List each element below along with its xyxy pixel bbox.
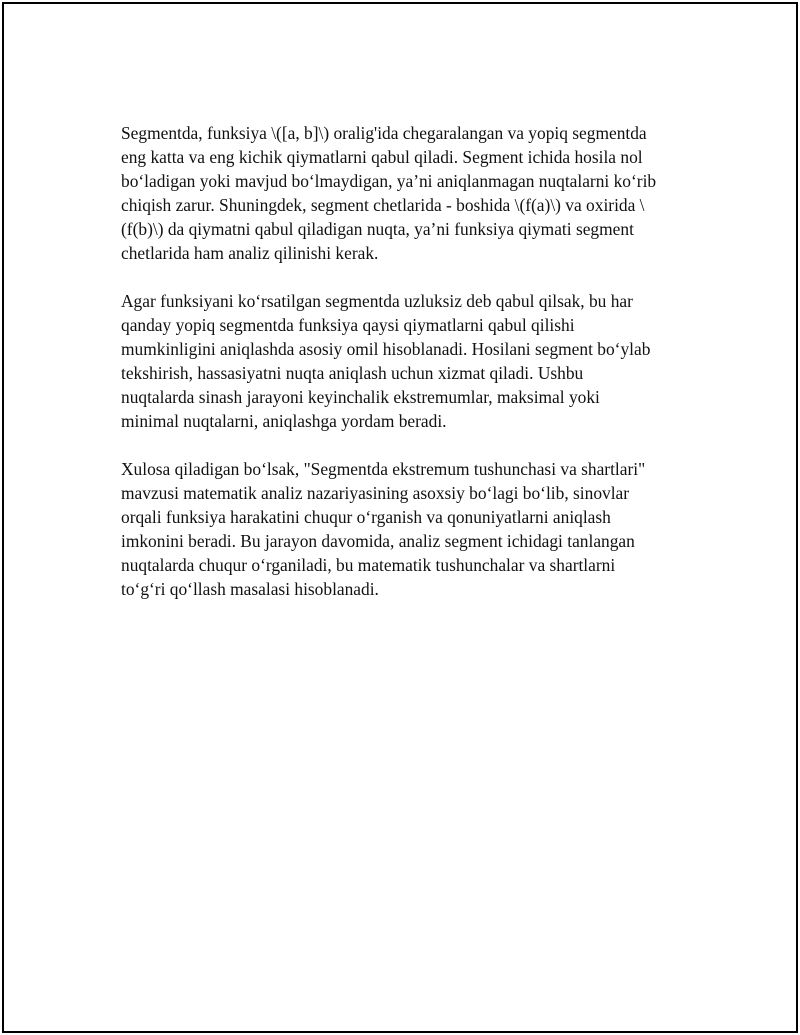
paragraph-3: Xulosa qiladigan boʻlsak, "Segmentda ekstremum tushunchasi va shartlari" mavzusi matematik analiz nazariyasining asoxsiy boʻlagi boʻlib, sinovlar orqali funksiya harakatini chuqur oʻrganish va qonuniyatlarni aniqlash imkonini beradi. Bu jarayon davomida, analiz segment ichidagi tanlangan nuqtalarda chuqur oʻrganiladi, bu matematik tushunchalar va shartlarni toʻgʻri qoʻllash masalasi hisoblanadi. <box>121 459 646 599</box>
paragraph-2: Agar funksiyani koʻrsatilgan segmentda uzluksiz deb qabul qilsak, bu har qanday yopiq segmentda funksiya qaysi qiymatlarni qabul qilishi mumkinligini aniqlashda asosiy omil hisoblanadi. Hosilani segment boʻylab tekshirish, hassasiyatni nuqta aniqlash uchun xizmat qiladi. Ushbu nuqtalarda sinash jarayoni keyinchalik ekstremumlar, maksimal yoki minimal nuqtalarni, aniqlashga yordam beradi. <box>121 291 651 431</box>
page-frame <box>2 2 798 1033</box>
document-body <box>121 121 706 625</box>
paragraph-1: Segmentda, funksiya \([a, b]\) oralig'ida chegaralangan va yopiq segmentda eng katta va eng kichik qiymatlarni qabul qiladi. Segment ichida hosila nol boʻladigan yoki mavjud boʻlmaydigan, yaʼni aniqlanmagan nuqtalarni koʻrib chiqish zarur. Shuningdek, segment chetlarida - boshida \(f(a)\) va oxirida \ (f(b)\) da qiymatni qabul qiladigan nuqta, yaʼni funksiya qiymati segment chetlarida ham analiz qilinishi kerak. <box>121 123 657 263</box>
